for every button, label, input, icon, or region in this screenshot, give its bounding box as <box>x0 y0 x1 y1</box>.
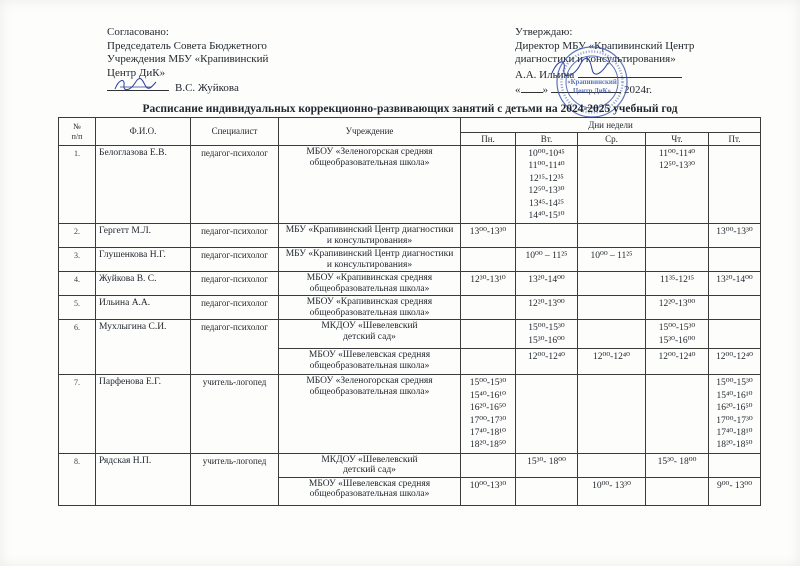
institution-line: МБУ «Крапивинский Центр диагностики <box>285 225 454 236</box>
date-year: 2024г. <box>624 84 653 96</box>
cell-day-tue <box>516 146 578 224</box>
cell-number: 1. <box>59 146 96 224</box>
time-slot: 12²⁰-13⁰⁰ <box>528 299 565 310</box>
approval-left-line: Учреждения МБУ «Крапивинский <box>107 53 269 65</box>
schedule-body <box>59 146 761 506</box>
cell-day-wed <box>578 224 646 248</box>
cell-day-wed <box>578 453 646 477</box>
cell-institution <box>279 349 461 375</box>
time-slot: 15³⁰-16⁰⁰ <box>528 335 565 346</box>
time-slot: 15⁰⁰-15³⁰ <box>658 323 696 334</box>
time-slot: 10⁰⁰ – 11²⁵ <box>590 251 633 262</box>
time-slot: 12²⁰-13⁰⁰ <box>658 299 696 310</box>
cell-specialist: педагог-психолог <box>191 248 279 272</box>
stamp-text-line: Центр ДиК» <box>572 88 612 95</box>
institution-line: общеобразовательная школа» <box>309 307 430 318</box>
time-slot: 13²⁰-14⁰⁰ <box>716 275 753 286</box>
cell-day-thu <box>646 453 709 477</box>
schedule-table <box>58 117 761 506</box>
cell-day-tue <box>516 272 578 296</box>
cell-day-mon <box>461 296 516 320</box>
table-row <box>59 320 761 349</box>
cell-day-mon <box>461 320 516 349</box>
time-slot: 10⁰⁰- 13³⁰ <box>592 480 631 491</box>
header-day-thu: Чт. <box>646 133 709 146</box>
time-slot: 12⁰⁰-12⁴⁰ <box>593 352 630 363</box>
cell-day-mon <box>461 248 516 272</box>
time-slot: 16²⁰-16⁵⁰ <box>470 403 506 414</box>
cell-day-wed <box>578 146 646 224</box>
time-slot: 15⁰⁰-15³⁰ <box>469 378 507 389</box>
cell-institution <box>279 453 461 477</box>
cell-institution <box>279 375 461 453</box>
approval-left-line: Председатель Совета Бюджетного <box>107 39 267 52</box>
cell-day-fri <box>709 146 761 224</box>
header-day-tue: Вт. <box>516 133 578 146</box>
cell-number: 2. <box>59 224 96 248</box>
cell-day-tue <box>516 320 578 349</box>
stamp-text-line: «Крапивинский <box>567 79 617 86</box>
cell-day-fri <box>709 296 761 320</box>
cell-day-wed <box>578 272 646 296</box>
time-slot: 18²⁰-18⁵⁰ <box>470 440 506 451</box>
cell-day-thu <box>646 477 709 505</box>
cell-day-thu <box>646 146 709 224</box>
cell-day-tue <box>516 375 578 453</box>
cell-day-fri <box>709 375 761 453</box>
time-slot: 12⁰⁰-12⁴⁰ <box>658 352 696 363</box>
cell-full-name: Рядская Н.П. <box>96 453 191 505</box>
cell-day-thu <box>646 349 709 375</box>
institution-line: МБОУ «Зеленогорская средняя <box>306 376 433 387</box>
header-institution: Учреждение <box>279 118 461 146</box>
cell-full-name: Мухлыгина С.И. <box>96 320 191 375</box>
cell-institution <box>279 272 461 296</box>
time-slot: 13⁰⁰-13³⁰ <box>469 227 507 238</box>
institution-line: и консультирования» <box>326 235 413 246</box>
cell-day-wed <box>578 248 646 272</box>
cell-day-fri <box>709 320 761 349</box>
approval-left-signer: В.С. Жуйкова <box>175 82 239 94</box>
header-number-line: п/п <box>71 131 83 141</box>
approval-right-signer: А.А. Ильина <box>515 68 575 81</box>
time-slot: 15³⁰- 18⁰⁰ <box>527 456 566 467</box>
time-slot: 12⁵⁰-13³⁰ <box>528 186 565 197</box>
cell-day-fri <box>709 453 761 477</box>
time-slot: 16²⁰-16⁵⁰ <box>716 403 753 414</box>
cell-day-thu <box>646 224 709 248</box>
institution-line: МКДОУ «Шевелевский <box>321 321 418 332</box>
header-number <box>59 118 96 146</box>
approval-right-heading: Утверждаю: <box>515 26 573 38</box>
institution-line: МБОУ «Шевелевская средняя <box>308 350 431 361</box>
cell-institution <box>279 477 461 505</box>
institution-line: МБОУ «Зеленогорская средняя <box>306 147 433 157</box>
approval-right-line: диагностики и консультирования» <box>515 53 676 65</box>
cell-number: 8. <box>59 453 96 505</box>
institution-line: МБОУ «Крапивинская средняя <box>306 273 433 284</box>
time-slot: 17⁴⁰-18¹⁰ <box>716 428 753 439</box>
cell-specialist: педагог-психолог <box>191 224 279 248</box>
cell-day-wed <box>578 320 646 349</box>
time-slot: 10⁰⁰ – 11²⁵ <box>525 251 568 262</box>
cell-institution <box>279 146 461 224</box>
left-signature-icon <box>112 76 158 94</box>
header-number-line: № <box>73 121 81 131</box>
time-slot: 10⁰⁰-13³⁰ <box>469 480 507 491</box>
cell-day-wed <box>578 375 646 453</box>
time-slot: 14⁴⁰-15¹⁰ <box>528 211 565 222</box>
cell-day-thu <box>646 296 709 320</box>
time-slot: 10⁰⁰-10⁴⁵ <box>528 149 565 159</box>
header-days-group: Дни недели <box>461 118 761 133</box>
cell-day-tue <box>516 349 578 375</box>
approval-left-line: Центр ДиК» <box>107 66 166 79</box>
table-row <box>59 146 761 224</box>
time-slot: 12¹⁵-12³⁵ <box>529 173 564 184</box>
time-slot: 17⁰⁰-17³⁰ <box>716 415 753 426</box>
cell-day-mon <box>461 146 516 224</box>
schedule-header <box>59 118 761 146</box>
cell-day-fri <box>709 477 761 505</box>
cell-full-name: Белоглазова Е.В. <box>96 146 191 224</box>
cell-day-tue <box>516 453 578 477</box>
cell-institution <box>279 296 461 320</box>
cell-day-mon <box>461 375 516 453</box>
table-row <box>59 272 761 296</box>
time-slot: 11⁰⁰-11⁴⁰ <box>528 161 565 172</box>
table-row <box>59 248 761 272</box>
time-slot: 15³⁰-16⁰⁰ <box>658 335 696 346</box>
signature-stroke <box>115 79 156 90</box>
cell-institution <box>279 224 461 248</box>
cell-day-wed <box>578 477 646 505</box>
cell-full-name: Гергетт М.Л. <box>96 224 191 248</box>
time-slot: 18²⁰-18⁵⁰ <box>716 440 753 451</box>
cell-day-tue <box>516 477 578 505</box>
time-slot: 17⁴⁰-18¹⁰ <box>470 428 506 439</box>
time-slot: 15³⁰- 18⁰⁰ <box>657 456 697 467</box>
cell-day-wed <box>578 349 646 375</box>
time-slot: 15⁰⁰-15³⁰ <box>716 378 753 389</box>
table-row <box>59 375 761 453</box>
institution-line: детский сад» <box>343 465 396 476</box>
cell-institution <box>279 320 461 349</box>
cell-day-tue <box>516 248 578 272</box>
time-slot: 13⁰⁰-13³⁰ <box>716 227 753 238</box>
approval-left-heading: Согласовано: <box>107 26 169 38</box>
cell-day-fri <box>709 248 761 272</box>
cell-full-name: Жуйкова В. С. <box>96 272 191 296</box>
institution-line: МБОУ «Шевелевская средняя <box>308 478 431 489</box>
cell-number: 5. <box>59 296 96 320</box>
cell-day-thu <box>646 272 709 296</box>
time-slot: 17⁰⁰-17³⁰ <box>469 415 507 426</box>
time-slot: 12⁰⁰-12⁴⁰ <box>716 352 753 363</box>
cell-day-tue <box>516 224 578 248</box>
cell-specialist: учитель-логопед <box>191 375 279 453</box>
table-row <box>59 296 761 320</box>
table-row <box>59 453 761 477</box>
date-close-quote: » <box>542 84 548 96</box>
cell-day-thu <box>646 375 709 453</box>
institution-line: МКДОУ «Шевелевский <box>321 454 418 465</box>
institution-line: общеобразовательная школа» <box>309 283 430 294</box>
time-slot: 11³⁵-12¹⁵ <box>659 275 695 286</box>
cell-full-name: Ильина А.А. <box>96 296 191 320</box>
institution-line: общеобразовательная школа» <box>309 489 430 500</box>
time-slot: 15⁰⁰-15³⁰ <box>528 323 565 334</box>
table-row <box>59 224 761 248</box>
date-day-underline <box>521 82 543 93</box>
cell-day-fri <box>709 224 761 248</box>
cell-number: 7. <box>59 375 96 453</box>
time-slot: 12³⁰-13¹⁰ <box>470 275 506 286</box>
document-title: Расписание индивидуальных коррекционно-развивающих занятий с детьми на 2024-2025 учебный год <box>142 103 678 115</box>
cell-day-mon <box>461 477 516 505</box>
time-slot: 13²⁰-14⁰⁰ <box>528 275 565 286</box>
cell-day-fri <box>709 272 761 296</box>
time-slot: 12⁵⁰-13³⁰ <box>659 161 695 172</box>
institution-line: общеобразовательная школа» <box>309 386 430 397</box>
cell-specialist: педагог-психолог <box>191 296 279 320</box>
cell-specialist: педагог-психолог <box>191 320 279 375</box>
cell-specialist: педагог-психолог <box>191 272 279 296</box>
header-day-wed: Ср. <box>578 133 646 146</box>
time-slot: 15⁴⁰-16¹⁰ <box>470 390 506 401</box>
cell-number: 4. <box>59 272 96 296</box>
institution-line: общеобразовательная школа» <box>309 360 430 371</box>
cell-day-tue <box>516 296 578 320</box>
institution-line: МБУ «Крапивинский Центр диагностики <box>285 249 454 260</box>
cell-day-mon <box>461 349 516 375</box>
time-slot: 12⁰⁰-12⁴⁰ <box>528 352 565 363</box>
institution-line: и консультирования» <box>326 259 413 270</box>
cell-day-wed <box>578 296 646 320</box>
date-open-quote: « <box>515 84 521 96</box>
header-day-fri: Пт. <box>709 133 761 146</box>
cell-full-name: Глушенкова Н.Г. <box>96 248 191 272</box>
cell-day-thu <box>646 248 709 272</box>
header-row <box>59 118 761 133</box>
time-slot: 11⁰⁰-11⁴⁰ <box>658 149 696 159</box>
cell-number: 3. <box>59 248 96 272</box>
cell-day-mon <box>461 453 516 477</box>
cell-day-fri <box>709 349 761 375</box>
institution-line: МБОУ «Крапивинская средняя <box>306 297 433 308</box>
cell-day-mon <box>461 272 516 296</box>
header-full-name: Ф.И.О. <box>96 118 191 146</box>
cell-specialist: педагог-психолог <box>191 146 279 224</box>
institution-line: детский сад» <box>343 331 396 342</box>
time-slot: 9⁰⁰- 13⁰⁰ <box>716 480 753 491</box>
cell-day-thu <box>646 320 709 349</box>
institution-line: общеобразовательная школа» <box>309 157 430 168</box>
header-specialist: Специалист <box>191 118 279 146</box>
header-day-mon: Пн. <box>461 133 516 146</box>
time-slot: 13⁴⁵-14²⁵ <box>529 198 564 209</box>
cell-number: 6. <box>59 320 96 375</box>
approval-right-line: Директор МБУ «Крапивинский Центр <box>515 39 695 52</box>
cell-institution <box>279 248 461 272</box>
cell-day-mon <box>461 224 516 248</box>
cell-full-name: Парфенова Е.Г. <box>96 375 191 453</box>
time-slot: 15⁴⁰-16¹⁰ <box>716 390 753 401</box>
cell-specialist: учитель-логопед <box>191 453 279 505</box>
